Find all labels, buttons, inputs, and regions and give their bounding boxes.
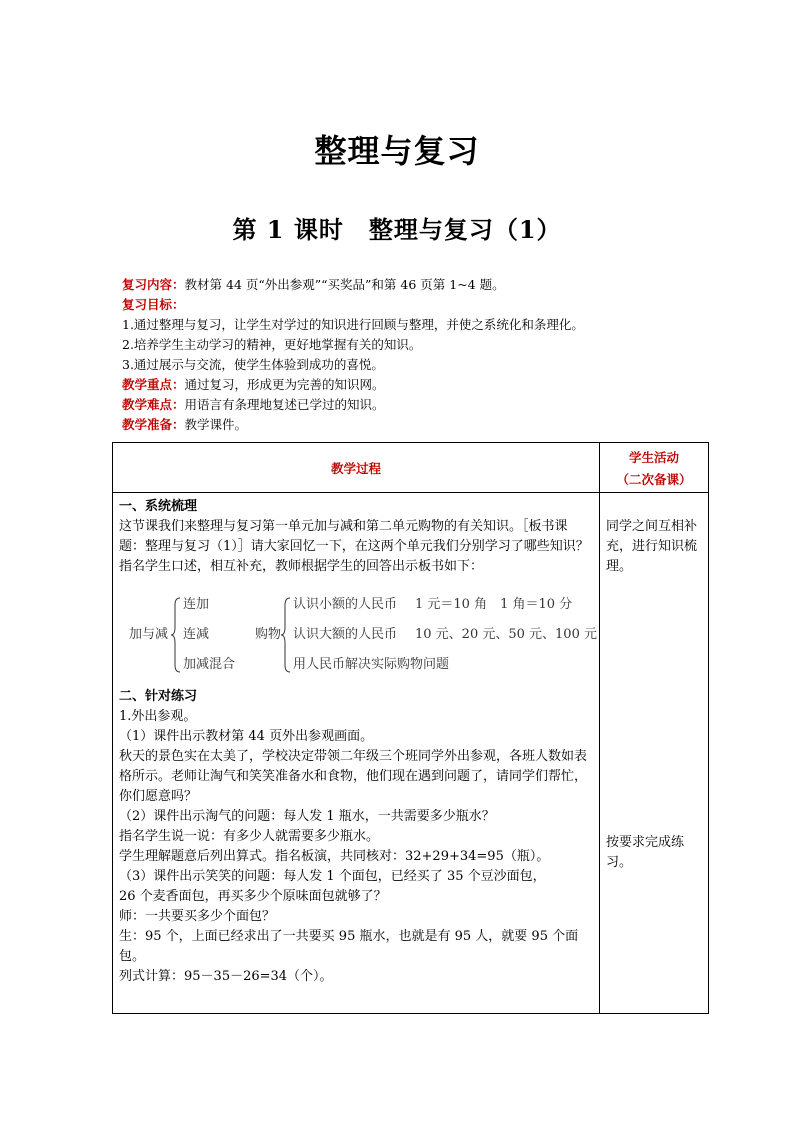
goal-item: 1.通过整理与复习，让学生对学过的知识进行回顾与整理，并使之系统化和条理化。 — [122, 317, 584, 332]
difficulty-row — [122, 395, 722, 415]
section2-line: 师：一共要买多少个面包？ — [119, 909, 276, 924]
content-text: 教材第 44 页“外出参观”“买奖品”和第 46 页第 1~4 题。 — [184, 277, 505, 292]
board-right-item: 认识大额的人民币 — [293, 627, 398, 642]
side-activity-2: 按要求完成练习。 — [606, 835, 685, 870]
section2-title: 二、针对练习 — [119, 689, 198, 704]
section1-text: 这节课我们来整理与复习第一单元加与减和第二单元购物的有关知识。［板书课题：整理与复习（1）］请大家回忆一下，在这两个单元我们分别学习了哪些知识？指名学生口述，相互补充，教师根据学生的回答出示板书如下： — [119, 519, 589, 574]
section2-line: （3）课件出示笑笑的问题：每人发 1 个面包，已经买了 35 个豆沙面包， — [119, 869, 546, 884]
header-student-activity — [600, 443, 709, 493]
section1-title: 一、系统梳理 — [119, 499, 198, 514]
board-note: 1 元＝10 角 1 角＝10 分 — [415, 597, 573, 612]
key-label: 教学重点： — [122, 377, 185, 392]
key-text: 通过复习，形成更为完善的知识网。 — [184, 377, 385, 392]
goal-item: 3.通过展示与交流，使学生体验到成功的喜悦。 — [122, 357, 384, 372]
left-brace-icon — [171, 597, 181, 673]
section2-line: 学生理解题意后列出算式。指名板演，共同核对：32+29+34=95（瓶）。 — [119, 849, 550, 864]
board-diagram — [119, 591, 597, 679]
board-left-root: 加与减 — [129, 627, 169, 642]
main-title: 整理与复习 — [314, 132, 480, 170]
section2-line: 指名学生说一说：有多少人就需要多少瓶水。 — [119, 829, 380, 844]
board-right-root: 购物 — [255, 627, 282, 642]
goal-item: 2.培养学生主动学习的精神，更好地掌握有关的知识。 — [122, 337, 422, 352]
table-header-row — [113, 443, 709, 493]
section2-line: 生：95 个，上面已经求出了一共要买 95 瓶水，也就是有 95 人，就要 95 个面包。 — [119, 929, 579, 964]
section2-line: 1.外出参观。 — [119, 709, 197, 724]
header-second-prep-label: （二次备课） — [616, 472, 692, 487]
board-right-item: 认识小额的人民币 — [293, 597, 398, 612]
content-row — [122, 275, 722, 295]
section2-line: 秋天的景色实在太美了，学校决定带领二年级三个班同学外出参观，各班人数如表格所示。老师让淘气和笑笑准备水和食物，他们现在遇到问题了，请同学们帮忙，你们愿意吗？ — [119, 749, 588, 804]
difficulty-text: 用语言有条理地复述已学过的知识。 — [184, 397, 385, 412]
content-label: 复习内容： — [122, 277, 185, 292]
section2-line: 列式计算：95－35－26=34（个）。 — [119, 969, 333, 984]
key-row — [122, 375, 722, 395]
section2-line: （1）课件出示教材第 44 页外出参观画面。 — [119, 729, 374, 744]
prep-text: 教学课件。 — [184, 417, 248, 432]
right-brace-icon — [281, 597, 291, 673]
header-student-activity-label: 学生活动 — [628, 450, 679, 465]
side-activity-1: 同学之间互相补充，进行知识梳理。 — [606, 519, 698, 574]
lesson-info — [122, 275, 722, 435]
lesson-title: 第 1 课时 整理与复习（1） — [232, 215, 562, 244]
lesson-table — [112, 442, 709, 1014]
student-activity-cell — [600, 493, 709, 1014]
goals-label: 复习目标： — [122, 297, 185, 312]
prep-label: 教学准备： — [122, 417, 185, 432]
board-left-item: 连减 — [183, 627, 210, 642]
board-left-item: 加减混合 — [183, 657, 236, 672]
prep-row — [122, 415, 722, 435]
board-note: 10 元、20 元、50 元、100 元 — [415, 627, 597, 642]
difficulty-label: 教学难点： — [122, 397, 185, 412]
section2-line: 26 个麦香面包，再买多少个原味面包就够了？ — [119, 889, 387, 904]
teaching-process-cell — [113, 493, 600, 1014]
board-right-item: 用人民币解决实际购物问题 — [293, 657, 450, 672]
table-body-row — [113, 493, 709, 1014]
section2-line: （2）课件出示淘气的问题：每人发 1 瓶水，一共需要多少瓶水？ — [119, 809, 495, 824]
board-left-item: 连加 — [183, 597, 210, 612]
goals-row — [122, 295, 722, 315]
header-teaching-process: 教学过程 — [113, 443, 600, 493]
